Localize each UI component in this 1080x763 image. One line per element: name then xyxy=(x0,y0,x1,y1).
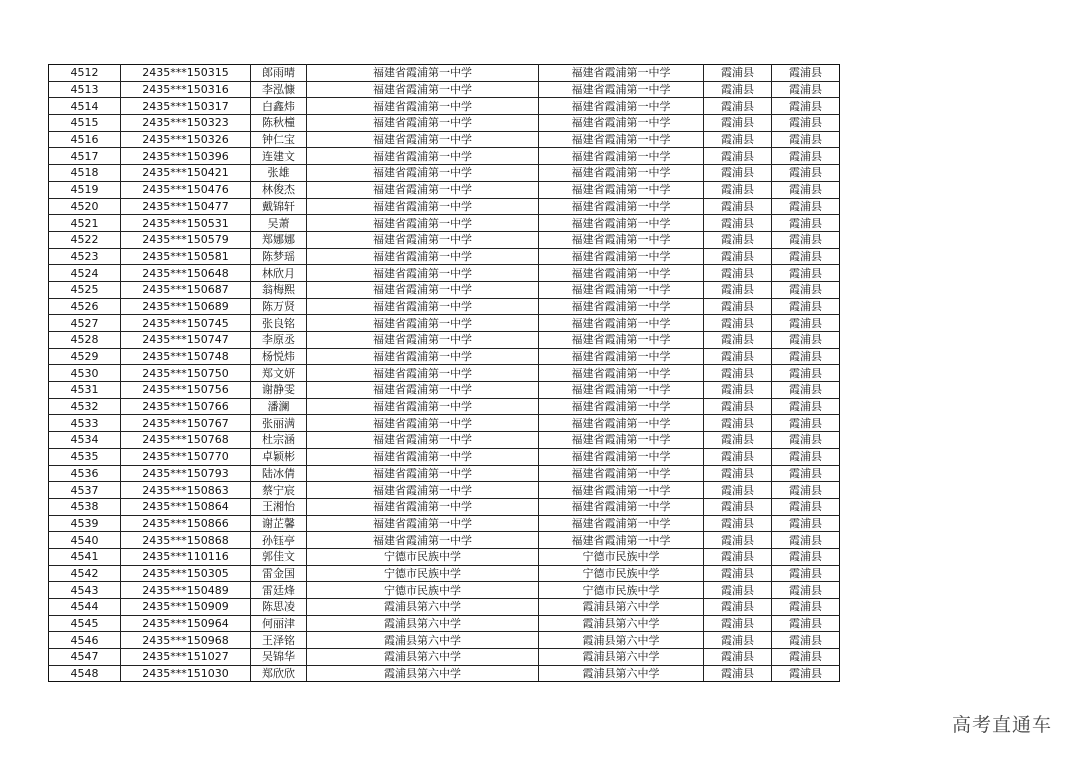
serial-number-cell: 4514 xyxy=(49,98,121,115)
county-cell: 霞浦县 xyxy=(704,365,772,382)
exam-id-cell: 2435***150687 xyxy=(121,281,251,298)
school-cell: 福建省霞浦第一中学 xyxy=(307,348,539,365)
county-cell-2: 霞浦县 xyxy=(772,281,840,298)
name-cell: 何丽津 xyxy=(251,615,307,632)
table-row xyxy=(49,432,840,449)
school-cell: 福建省霞浦第一中学 xyxy=(307,365,539,382)
county-cell: 霞浦县 xyxy=(704,315,772,332)
serial-number-cell: 4526 xyxy=(49,298,121,315)
table-row xyxy=(49,281,840,298)
school-cell: 福建省霞浦第一中学 xyxy=(307,148,539,165)
county-cell: 霞浦县 xyxy=(704,582,772,599)
serial-number-cell: 4513 xyxy=(49,81,121,98)
name-cell: 谢芷馨 xyxy=(251,515,307,532)
table-row xyxy=(49,498,840,515)
school-cell-2: 福建省霞浦第一中学 xyxy=(539,448,704,465)
county-cell: 霞浦县 xyxy=(704,432,772,449)
exam-id-cell: 2435***150689 xyxy=(121,298,251,315)
county-cell: 霞浦县 xyxy=(704,498,772,515)
name-cell: 郑欣欣 xyxy=(251,665,307,682)
school-cell: 福建省霞浦第一中学 xyxy=(307,482,539,499)
name-cell: 杜宗涵 xyxy=(251,432,307,449)
table-row xyxy=(49,582,840,599)
serial-number-cell: 4547 xyxy=(49,649,121,666)
exam-id-cell: 2435***150579 xyxy=(121,231,251,248)
table-row xyxy=(49,482,840,499)
county-cell: 霞浦县 xyxy=(704,348,772,365)
school-cell: 福建省霞浦第一中学 xyxy=(307,315,539,332)
school-cell-2: 霞浦县第六中学 xyxy=(539,632,704,649)
serial-number-cell: 4532 xyxy=(49,398,121,415)
county-cell-2: 霞浦县 xyxy=(772,65,840,82)
school-cell-2: 福建省霞浦第一中学 xyxy=(539,131,704,148)
exam-id-cell: 2435***150421 xyxy=(121,165,251,182)
school-cell-2: 霞浦县第六中学 xyxy=(539,615,704,632)
table-row xyxy=(49,115,840,132)
county-cell-2: 霞浦县 xyxy=(772,615,840,632)
exam-id-cell: 2435***150747 xyxy=(121,332,251,349)
school-cell-2: 福建省霞浦第一中学 xyxy=(539,332,704,349)
table-row xyxy=(49,165,840,182)
serial-number-cell: 4523 xyxy=(49,248,121,265)
table-row xyxy=(49,65,840,82)
school-cell-2: 福建省霞浦第一中学 xyxy=(539,398,704,415)
county-cell-2: 霞浦县 xyxy=(772,482,840,499)
county-cell-2: 霞浦县 xyxy=(772,215,840,232)
serial-number-cell: 4541 xyxy=(49,548,121,565)
name-cell: 林俊杰 xyxy=(251,181,307,198)
table-row xyxy=(49,398,840,415)
serial-number-cell: 4520 xyxy=(49,198,121,215)
table-row xyxy=(49,198,840,215)
school-cell-2: 福建省霞浦第一中学 xyxy=(539,98,704,115)
school-cell-2: 福建省霞浦第一中学 xyxy=(539,348,704,365)
school-cell: 福建省霞浦第一中学 xyxy=(307,532,539,549)
county-cell: 霞浦县 xyxy=(704,98,772,115)
name-cell: 杨悦炜 xyxy=(251,348,307,365)
table-row xyxy=(49,215,840,232)
school-cell: 福建省霞浦第一中学 xyxy=(307,181,539,198)
school-cell-2: 福建省霞浦第一中学 xyxy=(539,115,704,132)
school-cell-2: 福建省霞浦第一中学 xyxy=(539,65,704,82)
serial-number-cell: 4512 xyxy=(49,65,121,82)
serial-number-cell: 4528 xyxy=(49,332,121,349)
exam-id-cell: 2435***150326 xyxy=(121,131,251,148)
table-body xyxy=(49,65,840,682)
exam-id-cell: 2435***150648 xyxy=(121,265,251,282)
county-cell: 霞浦县 xyxy=(704,448,772,465)
school-cell: 福建省霞浦第一中学 xyxy=(307,498,539,515)
name-cell: 白鑫炜 xyxy=(251,98,307,115)
school-cell: 福建省霞浦第一中学 xyxy=(307,248,539,265)
exam-id-cell: 2435***150864 xyxy=(121,498,251,515)
school-cell: 福建省霞浦第一中学 xyxy=(307,332,539,349)
county-cell-2: 霞浦县 xyxy=(772,632,840,649)
serial-number-cell: 4518 xyxy=(49,165,121,182)
county-cell-2: 霞浦县 xyxy=(772,81,840,98)
table-row xyxy=(49,515,840,532)
school-cell: 福建省霞浦第一中学 xyxy=(307,165,539,182)
exam-id-cell: 2435***150477 xyxy=(121,198,251,215)
county-cell: 霞浦县 xyxy=(704,248,772,265)
name-cell: 卓颖彬 xyxy=(251,448,307,465)
table-row xyxy=(49,98,840,115)
exam-id-cell: 2435***150531 xyxy=(121,215,251,232)
school-cell-2: 福建省霞浦第一中学 xyxy=(539,81,704,98)
school-cell-2: 福建省霞浦第一中学 xyxy=(539,365,704,382)
school-cell-2: 福建省霞浦第一中学 xyxy=(539,515,704,532)
school-cell-2: 福建省霞浦第一中学 xyxy=(539,231,704,248)
table-row xyxy=(49,615,840,632)
school-cell-2: 霞浦县第六中学 xyxy=(539,665,704,682)
name-cell: 陈秋橦 xyxy=(251,115,307,132)
name-cell: 陆冰倩 xyxy=(251,465,307,482)
school-cell-2: 宁德市民族中学 xyxy=(539,548,704,565)
county-cell: 霞浦县 xyxy=(704,532,772,549)
table-row xyxy=(49,415,840,432)
school-cell: 福建省霞浦第一中学 xyxy=(307,432,539,449)
school-cell: 福建省霞浦第一中学 xyxy=(307,298,539,315)
serial-number-cell: 4525 xyxy=(49,281,121,298)
serial-number-cell: 4535 xyxy=(49,448,121,465)
county-cell-2: 霞浦县 xyxy=(772,348,840,365)
school-cell-2: 福建省霞浦第一中学 xyxy=(539,148,704,165)
table-row xyxy=(49,632,840,649)
serial-number-cell: 4540 xyxy=(49,532,121,549)
table-row xyxy=(49,382,840,399)
county-cell: 霞浦县 xyxy=(704,198,772,215)
exam-id-cell: 2435***150964 xyxy=(121,615,251,632)
student-list-table xyxy=(48,64,840,682)
name-cell: 李泓慷 xyxy=(251,81,307,98)
school-cell: 福建省霞浦第一中学 xyxy=(307,198,539,215)
school-cell: 福建省霞浦第一中学 xyxy=(307,231,539,248)
county-cell-2: 霞浦县 xyxy=(772,465,840,482)
school-cell: 福建省霞浦第一中学 xyxy=(307,515,539,532)
county-cell-2: 霞浦县 xyxy=(772,432,840,449)
name-cell: 陈万贤 xyxy=(251,298,307,315)
school-cell-2: 霞浦县第六中学 xyxy=(539,599,704,616)
name-cell: 蔡宁宸 xyxy=(251,482,307,499)
county-cell: 霞浦县 xyxy=(704,148,772,165)
county-cell-2: 霞浦县 xyxy=(772,599,840,616)
name-cell: 谢静雯 xyxy=(251,382,307,399)
county-cell: 霞浦县 xyxy=(704,65,772,82)
county-cell-2: 霞浦县 xyxy=(772,298,840,315)
school-cell-2: 福建省霞浦第一中学 xyxy=(539,265,704,282)
table-row xyxy=(49,365,840,382)
table-row xyxy=(49,248,840,265)
school-cell: 福建省霞浦第一中学 xyxy=(307,65,539,82)
county-cell-2: 霞浦县 xyxy=(772,548,840,565)
serial-number-cell: 4529 xyxy=(49,348,121,365)
exam-id-cell: 2435***150315 xyxy=(121,65,251,82)
school-cell: 福建省霞浦第一中学 xyxy=(307,215,539,232)
serial-number-cell: 4546 xyxy=(49,632,121,649)
county-cell: 霞浦县 xyxy=(704,515,772,532)
name-cell: 王湘怡 xyxy=(251,498,307,515)
school-cell-2: 福建省霞浦第一中学 xyxy=(539,465,704,482)
county-cell: 霞浦县 xyxy=(704,231,772,248)
serial-number-cell: 4537 xyxy=(49,482,121,499)
county-cell: 霞浦县 xyxy=(704,482,772,499)
serial-number-cell: 4536 xyxy=(49,465,121,482)
serial-number-cell: 4519 xyxy=(49,181,121,198)
county-cell-2: 霞浦县 xyxy=(772,565,840,582)
school-cell: 霞浦县第六中学 xyxy=(307,665,539,682)
serial-number-cell: 4548 xyxy=(49,665,121,682)
county-cell: 霞浦县 xyxy=(704,599,772,616)
exam-id-cell: 2435***150316 xyxy=(121,81,251,98)
exam-id-cell: 2435***150868 xyxy=(121,532,251,549)
county-cell: 霞浦县 xyxy=(704,215,772,232)
county-cell-2: 霞浦县 xyxy=(772,265,840,282)
serial-number-cell: 4542 xyxy=(49,565,121,582)
exam-id-cell: 2435***150767 xyxy=(121,415,251,432)
table-row xyxy=(49,448,840,465)
school-cell: 福建省霞浦第一中学 xyxy=(307,81,539,98)
school-cell-2: 霞浦县第六中学 xyxy=(539,649,704,666)
school-cell: 福建省霞浦第一中学 xyxy=(307,265,539,282)
exam-id-cell: 2435***151027 xyxy=(121,649,251,666)
county-cell-2: 霞浦县 xyxy=(772,448,840,465)
school-cell-2: 福建省霞浦第一中学 xyxy=(539,215,704,232)
name-cell: 张丽满 xyxy=(251,415,307,432)
exam-id-cell: 2435***150770 xyxy=(121,448,251,465)
name-cell: 张良铭 xyxy=(251,315,307,332)
exam-id-cell: 2435***150323 xyxy=(121,115,251,132)
county-cell: 霞浦县 xyxy=(704,265,772,282)
serial-number-cell: 4531 xyxy=(49,382,121,399)
county-cell-2: 霞浦县 xyxy=(772,231,840,248)
school-cell-2: 福建省霞浦第一中学 xyxy=(539,532,704,549)
name-cell: 郑文妍 xyxy=(251,365,307,382)
serial-number-cell: 4543 xyxy=(49,582,121,599)
exam-id-cell: 2435***150968 xyxy=(121,632,251,649)
exam-id-cell: 2435***150793 xyxy=(121,465,251,482)
name-cell: 吴萧 xyxy=(251,215,307,232)
serial-number-cell: 4517 xyxy=(49,148,121,165)
county-cell-2: 霞浦县 xyxy=(772,148,840,165)
exam-id-cell: 2435***150489 xyxy=(121,582,251,599)
county-cell-2: 霞浦县 xyxy=(772,382,840,399)
table-row xyxy=(49,265,840,282)
exam-id-cell: 2435***150305 xyxy=(121,565,251,582)
serial-number-cell: 4524 xyxy=(49,265,121,282)
serial-number-cell: 4533 xyxy=(49,415,121,432)
name-cell: 连建文 xyxy=(251,148,307,165)
serial-number-cell: 4516 xyxy=(49,131,121,148)
county-cell: 霞浦县 xyxy=(704,548,772,565)
county-cell: 霞浦县 xyxy=(704,615,772,632)
exam-id-cell: 2435***150476 xyxy=(121,181,251,198)
school-cell: 福建省霞浦第一中学 xyxy=(307,398,539,415)
county-cell-2: 霞浦县 xyxy=(772,98,840,115)
county-cell-2: 霞浦县 xyxy=(772,365,840,382)
school-cell: 福建省霞浦第一中学 xyxy=(307,131,539,148)
county-cell-2: 霞浦县 xyxy=(772,649,840,666)
table-row xyxy=(49,665,840,682)
county-cell: 霞浦县 xyxy=(704,298,772,315)
school-cell: 福建省霞浦第一中学 xyxy=(307,115,539,132)
county-cell: 霞浦县 xyxy=(704,131,772,148)
exam-id-cell: 2435***110116 xyxy=(121,548,251,565)
school-cell-2: 福建省霞浦第一中学 xyxy=(539,165,704,182)
county-cell: 霞浦县 xyxy=(704,398,772,415)
table-row xyxy=(49,348,840,365)
table-row xyxy=(49,565,840,582)
county-cell-2: 霞浦县 xyxy=(772,248,840,265)
name-cell: 钟仁宝 xyxy=(251,131,307,148)
school-cell-2: 福建省霞浦第一中学 xyxy=(539,315,704,332)
school-cell: 福建省霞浦第一中学 xyxy=(307,465,539,482)
name-cell: 戴锦轩 xyxy=(251,198,307,215)
serial-number-cell: 4527 xyxy=(49,315,121,332)
table-row xyxy=(49,548,840,565)
exam-id-cell: 2435***150866 xyxy=(121,515,251,532)
exam-id-cell: 2435***150768 xyxy=(121,432,251,449)
name-cell: 陈思凌 xyxy=(251,599,307,616)
county-cell: 霞浦县 xyxy=(704,665,772,682)
school-cell-2: 福建省霞浦第一中学 xyxy=(539,482,704,499)
name-cell: 林欣月 xyxy=(251,265,307,282)
table-row xyxy=(49,532,840,549)
school-cell: 福建省霞浦第一中学 xyxy=(307,448,539,465)
exam-id-cell: 2435***150863 xyxy=(121,482,251,499)
school-cell-2: 宁德市民族中学 xyxy=(539,582,704,599)
table-row xyxy=(49,315,840,332)
serial-number-cell: 4538 xyxy=(49,498,121,515)
school-cell: 福建省霞浦第一中学 xyxy=(307,98,539,115)
serial-number-cell: 4539 xyxy=(49,515,121,532)
name-cell: 雷金国 xyxy=(251,565,307,582)
name-cell: 张雄 xyxy=(251,165,307,182)
table-row xyxy=(49,81,840,98)
county-cell-2: 霞浦县 xyxy=(772,315,840,332)
county-cell-2: 霞浦县 xyxy=(772,532,840,549)
school-cell: 福建省霞浦第一中学 xyxy=(307,415,539,432)
name-cell: 吴锦华 xyxy=(251,649,307,666)
name-cell: 孙钰亭 xyxy=(251,532,307,549)
school-cell: 宁德市民族中学 xyxy=(307,548,539,565)
county-cell-2: 霞浦县 xyxy=(772,165,840,182)
serial-number-cell: 4521 xyxy=(49,215,121,232)
county-cell-2: 霞浦县 xyxy=(772,181,840,198)
exam-id-cell: 2435***150748 xyxy=(121,348,251,365)
county-cell: 霞浦县 xyxy=(704,281,772,298)
county-cell-2: 霞浦县 xyxy=(772,115,840,132)
county-cell-2: 霞浦县 xyxy=(772,131,840,148)
table-row xyxy=(49,599,840,616)
exam-id-cell: 2435***150766 xyxy=(121,398,251,415)
county-cell: 霞浦县 xyxy=(704,649,772,666)
serial-number-cell: 4515 xyxy=(49,115,121,132)
exam-id-cell: 2435***150909 xyxy=(121,599,251,616)
county-cell: 霞浦县 xyxy=(704,632,772,649)
school-cell: 霞浦县第六中学 xyxy=(307,615,539,632)
school-cell: 霞浦县第六中学 xyxy=(307,599,539,616)
school-cell-2: 福建省霞浦第一中学 xyxy=(539,415,704,432)
county-cell-2: 霞浦县 xyxy=(772,415,840,432)
name-cell: 潘澜 xyxy=(251,398,307,415)
watermark-text: 高考直通车 xyxy=(951,714,1052,736)
county-cell: 霞浦县 xyxy=(704,565,772,582)
county-cell: 霞浦县 xyxy=(704,415,772,432)
table-row xyxy=(49,332,840,349)
table-row xyxy=(49,181,840,198)
table-row xyxy=(49,131,840,148)
school-cell: 福建省霞浦第一中学 xyxy=(307,281,539,298)
county-cell: 霞浦县 xyxy=(704,81,772,98)
name-cell: 陈梦瑶 xyxy=(251,248,307,265)
serial-number-cell: 4545 xyxy=(49,615,121,632)
school-cell-2: 宁德市民族中学 xyxy=(539,565,704,582)
serial-number-cell: 4530 xyxy=(49,365,121,382)
serial-number-cell: 4522 xyxy=(49,231,121,248)
county-cell: 霞浦县 xyxy=(704,165,772,182)
table-row xyxy=(49,298,840,315)
county-cell: 霞浦县 xyxy=(704,181,772,198)
table-row xyxy=(49,649,840,666)
exam-id-cell: 2435***150745 xyxy=(121,315,251,332)
county-cell-2: 霞浦县 xyxy=(772,198,840,215)
county-cell: 霞浦县 xyxy=(704,465,772,482)
name-cell: 郎雨晴 xyxy=(251,65,307,82)
county-cell: 霞浦县 xyxy=(704,115,772,132)
name-cell: 郭佳文 xyxy=(251,548,307,565)
name-cell: 翁梅熙 xyxy=(251,281,307,298)
exam-id-cell: 2435***150581 xyxy=(121,248,251,265)
name-cell: 雷廷烽 xyxy=(251,582,307,599)
serial-number-cell: 4544 xyxy=(49,599,121,616)
exam-id-cell: 2435***150317 xyxy=(121,98,251,115)
school-cell-2: 福建省霞浦第一中学 xyxy=(539,181,704,198)
county-cell: 霞浦县 xyxy=(704,382,772,399)
county-cell-2: 霞浦县 xyxy=(772,498,840,515)
name-cell: 李原丞 xyxy=(251,332,307,349)
table-row xyxy=(49,465,840,482)
county-cell-2: 霞浦县 xyxy=(772,398,840,415)
county-cell-2: 霞浦县 xyxy=(772,582,840,599)
school-cell-2: 福建省霞浦第一中学 xyxy=(539,432,704,449)
county-cell-2: 霞浦县 xyxy=(772,665,840,682)
name-cell: 郑娜娜 xyxy=(251,231,307,248)
serial-number-cell: 4534 xyxy=(49,432,121,449)
school-cell: 霞浦县第六中学 xyxy=(307,632,539,649)
county-cell-2: 霞浦县 xyxy=(772,515,840,532)
school-cell-2: 福建省霞浦第一中学 xyxy=(539,382,704,399)
school-cell-2: 福建省霞浦第一中学 xyxy=(539,281,704,298)
table-row xyxy=(49,231,840,248)
school-cell-2: 福建省霞浦第一中学 xyxy=(539,198,704,215)
school-cell: 霞浦县第六中学 xyxy=(307,649,539,666)
exam-id-cell: 2435***150756 xyxy=(121,382,251,399)
school-cell: 宁德市民族中学 xyxy=(307,582,539,599)
county-cell: 霞浦县 xyxy=(704,332,772,349)
exam-id-cell: 2435***150750 xyxy=(121,365,251,382)
school-cell-2: 福建省霞浦第一中学 xyxy=(539,298,704,315)
name-cell: 王泽铭 xyxy=(251,632,307,649)
table-row xyxy=(49,148,840,165)
school-cell: 福建省霞浦第一中学 xyxy=(307,382,539,399)
school-cell-2: 福建省霞浦第一中学 xyxy=(539,498,704,515)
exam-id-cell: 2435***150396 xyxy=(121,148,251,165)
school-cell-2: 福建省霞浦第一中学 xyxy=(539,248,704,265)
county-cell-2: 霞浦县 xyxy=(772,332,840,349)
school-cell: 宁德市民族中学 xyxy=(307,565,539,582)
exam-id-cell: 2435***151030 xyxy=(121,665,251,682)
